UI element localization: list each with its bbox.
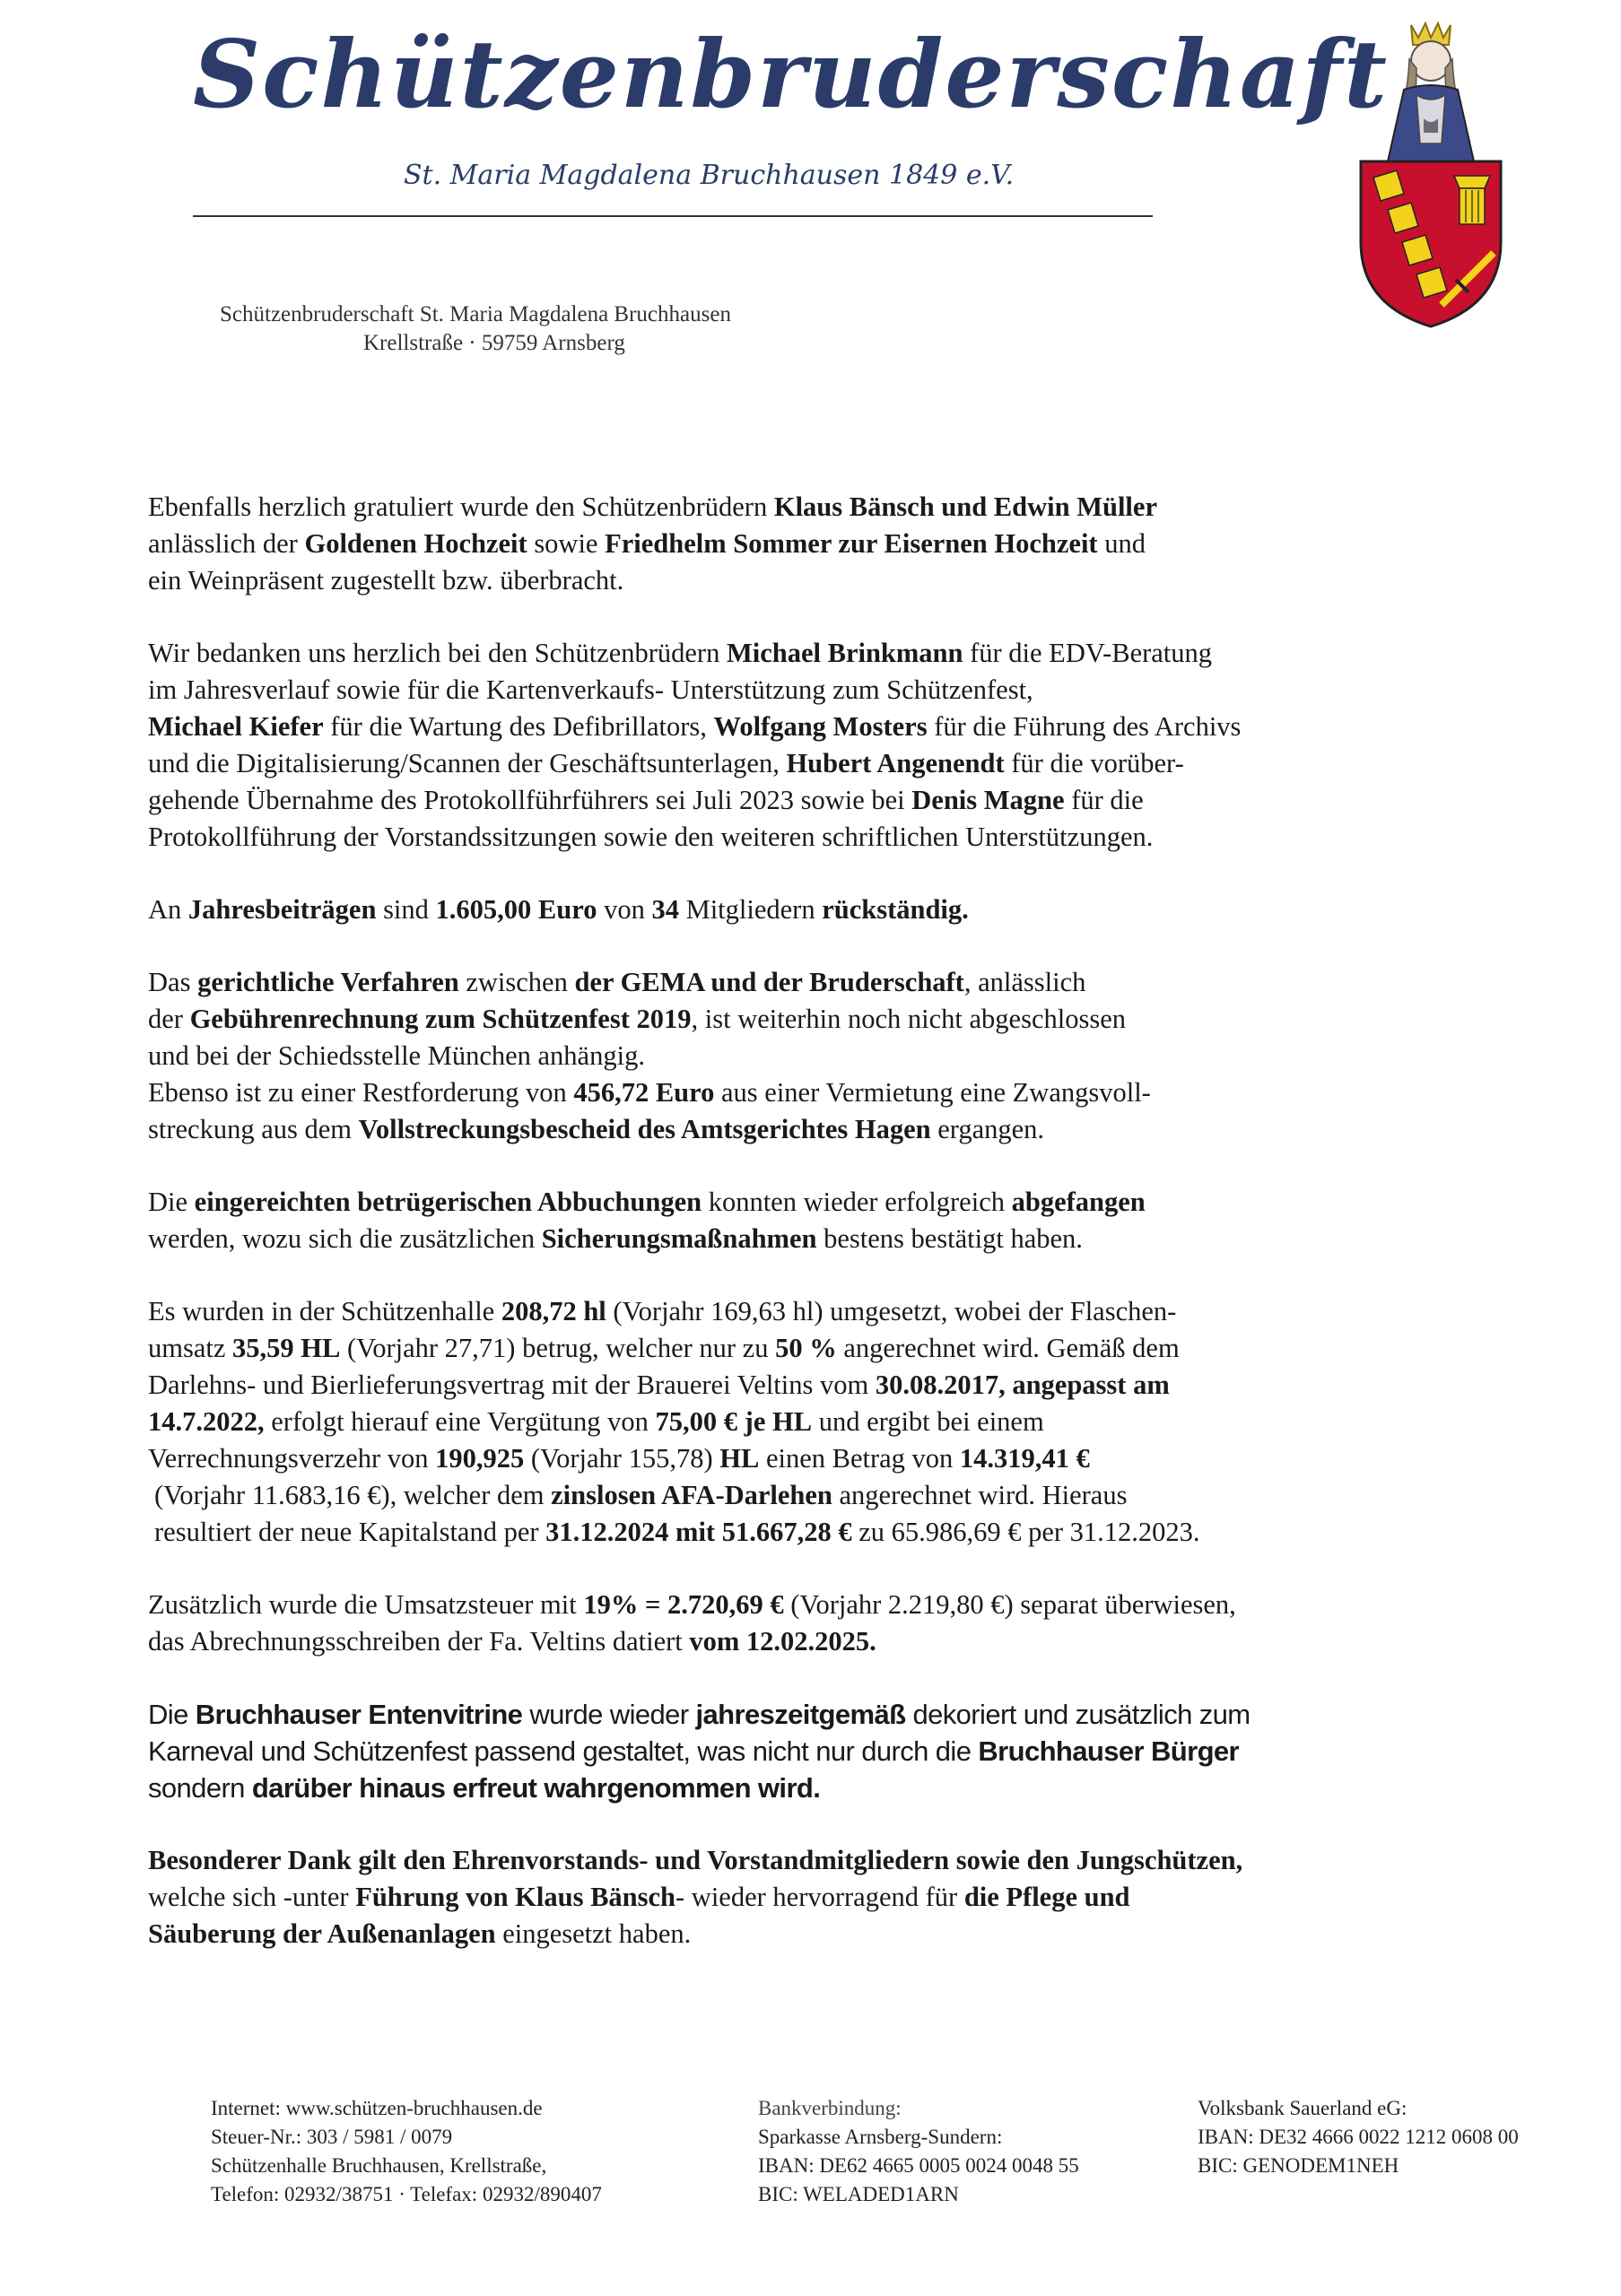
text-line xyxy=(148,1367,1431,1404)
footer-bank-volksbank xyxy=(1198,2094,1519,2180)
text: ergangen. xyxy=(930,1114,1045,1144)
text: für die vorüber- xyxy=(1004,748,1184,778)
bold-text: Gebührenrechnung zum Schützenfest 2019 xyxy=(189,1004,692,1034)
text: von xyxy=(597,894,652,925)
bold-text: 14.319,41 € xyxy=(959,1443,1090,1474)
bold-text: abgefangen xyxy=(1011,1187,1146,1217)
bold-text: HL xyxy=(719,1443,760,1474)
text-line xyxy=(148,1477,1431,1514)
bold-text: 19% = 2.720,69 € xyxy=(583,1589,784,1620)
bold-text: Vollstreckungsbescheid des Amtsgerichtes Hagen xyxy=(358,1114,931,1144)
text-line xyxy=(148,819,1431,856)
text: An xyxy=(148,894,188,925)
bold-text: gerichtliche Verfahren xyxy=(197,967,459,997)
text-line xyxy=(148,1293,1431,1330)
text-line xyxy=(148,1440,1431,1477)
bold-text: Säuberung der Außenanlagen xyxy=(148,1918,496,1949)
footer-bank2-bic: BIC: GENODEM1NEH xyxy=(1198,2154,1399,2177)
text-line xyxy=(148,1879,1431,1916)
footer-bank2-name: Volksbank Sauerland eG: xyxy=(1198,2097,1407,2119)
footer-bank-iban: IBAN: DE62 4665 0005 0024 0048 55 xyxy=(758,2154,1079,2177)
text: konnten wieder erfolgreich xyxy=(702,1187,1012,1217)
bold-text: Sicherungsmaßnahmen xyxy=(541,1223,817,1254)
text: umsatz xyxy=(148,1333,233,1363)
text: der xyxy=(148,1004,190,1034)
bold-text: Klaus Bänsch und Edwin Müller xyxy=(773,491,1157,522)
bold-text: 35,59 HL xyxy=(232,1333,341,1363)
paragraph-congratulations xyxy=(148,489,1431,599)
text: Zusätzlich wurde die Umsatzsteuer mit xyxy=(148,1589,584,1620)
text: (Vorjahr 27,71) betrug, welcher nur zu xyxy=(340,1333,776,1363)
text: erfolgt hierauf eine Vergütung von xyxy=(264,1406,656,1437)
text-line xyxy=(148,745,1431,782)
letterhead-subtitle: St. Maria Magdalena Bruchhausen 1849 e.V. xyxy=(404,160,1015,191)
text: Das xyxy=(148,967,198,997)
paragraph-legal-proceedings xyxy=(148,964,1431,1148)
text: angerechnet wird. Gemäß dem xyxy=(836,1333,1180,1363)
sender-address xyxy=(220,300,731,358)
paragraph-membership-fees xyxy=(148,891,1431,928)
text-line xyxy=(148,1696,1431,1733)
text: das Abrechnungsschreiben der Fa. Veltins datiert xyxy=(148,1626,690,1657)
text: und bei der Schiedsstelle München anhängig. xyxy=(148,1040,645,1071)
text: und ergibt bei einem xyxy=(812,1406,1044,1437)
paragraph-vat xyxy=(148,1587,1431,1660)
bold-text: jahreszeitgemäß xyxy=(695,1699,906,1730)
text: (Vorjahr 11.683,16 €), welcher dem xyxy=(154,1480,552,1510)
text-line xyxy=(148,1404,1431,1440)
text: für die Wartung des Defibrillators, xyxy=(323,711,714,742)
text: , anlässlich xyxy=(963,967,1086,997)
text: Protokollführung der Vorstandssitzungen sowie den weiteren schriftlichen Unterstützungen. xyxy=(148,822,1154,852)
text: bestens bestätigt haben. xyxy=(816,1223,1083,1254)
text: (Vorjahr 2.219,80 €) separat überwiesen, xyxy=(783,1589,1236,1620)
bold-text: 31.12.2024 mit 51.667,28 € xyxy=(545,1517,852,1547)
paragraph-thanks xyxy=(148,635,1431,856)
text: (Vorjahr 169,63 hl) umgesetzt, wobei der Flaschen- xyxy=(606,1296,1177,1326)
text-line xyxy=(148,964,1431,1001)
text-line xyxy=(148,1916,1431,1952)
footer-bank2-iban: IBAN: DE32 4666 0022 1212 0608 00 xyxy=(1198,2126,1519,2148)
text-line xyxy=(148,1514,1431,1551)
text-line xyxy=(148,1770,1431,1806)
text: sind xyxy=(376,894,436,925)
text: (Vorjahr 155,78) xyxy=(524,1443,720,1474)
bold-text: vom 12.02.2025. xyxy=(689,1626,876,1657)
bold-text: die Pflege und xyxy=(963,1882,1130,1912)
text-line xyxy=(148,635,1431,672)
text: und die Digitalisierung/Scannen der Geschäftsunterlagen, xyxy=(148,748,787,778)
text: zwischen xyxy=(458,967,575,997)
paragraph-duck-showcase xyxy=(148,1696,1431,1806)
footer-bank-sparkasse xyxy=(758,2094,1079,2209)
text-line xyxy=(148,1111,1431,1148)
text-line xyxy=(148,709,1431,745)
text-line xyxy=(148,1623,1431,1660)
text-line xyxy=(148,1221,1431,1257)
text: anlässlich der xyxy=(148,528,305,559)
footer-bank-bic: BIC: WELADED1ARN xyxy=(758,2183,959,2205)
text: für die xyxy=(1064,785,1144,815)
text: - wieder hervorragend für xyxy=(675,1882,964,1912)
footer-bank-heading: Bankverbindung: xyxy=(758,2097,902,2119)
bold-text: Bruchhauser Bürger xyxy=(978,1735,1240,1767)
footer-hall-address: Schützenhalle Bruchhausen, Krellstraße, xyxy=(211,2154,547,2177)
footer-phone-fax: Telefon: 02932/38751 · Telefax: 02932/890407 xyxy=(211,2183,602,2205)
letterhead-rule xyxy=(193,215,1153,217)
text: zu 65.986,69 € per 31.12.2023. xyxy=(851,1517,1200,1547)
bold-text: Michael Brinkmann xyxy=(726,638,963,668)
footer-tax-number: Steuer-Nr.: 303 / 5981 / 0079 xyxy=(211,2126,453,2148)
bold-text: 75,00 € je HL xyxy=(655,1406,813,1437)
footer-website: Internet: www.schützen-bruchhausen.de xyxy=(211,2097,543,2119)
bold-text: Friedhelm Sommer zur Eisernen Hochzeit xyxy=(605,528,1098,559)
text: aus einer Vermietung eine Zwangsvoll- xyxy=(714,1077,1151,1108)
bold-text: Goldenen Hochzeit xyxy=(304,528,527,559)
text: gehende Übernahme des Protokollführführers sei Juli 2023 sowie bei xyxy=(148,785,912,815)
text: im Jahresverlauf sowie für die Kartenverkaufs- Unterstützung zum Schützenfest, xyxy=(148,674,1033,705)
text-line xyxy=(148,526,1431,562)
bold-text: 208,72 hl xyxy=(501,1296,606,1326)
text: angerechnet wird. Hieraus xyxy=(832,1480,1128,1510)
text: Wir bedanken uns herzlich bei den Schützenbrüdern xyxy=(148,638,727,668)
bold-text: Hubert Angenendt xyxy=(786,748,1005,778)
bold-text: 30.08.2017, angepasst am xyxy=(875,1370,1170,1400)
text: werden, wozu sich die zusätzlichen xyxy=(148,1223,542,1254)
text-line xyxy=(148,1842,1431,1879)
bold-text: Wolfgang Mosters xyxy=(713,711,928,742)
sender-line-1: Schützenbruderschaft St. Maria Magdalena Bruchhausen xyxy=(220,302,731,326)
text: für die EDV-Beratung xyxy=(963,638,1213,668)
bold-text: 34 xyxy=(651,894,679,925)
letter-body xyxy=(148,489,1431,1988)
text-line xyxy=(148,1330,1431,1367)
text-line xyxy=(148,1038,1431,1074)
text: Die xyxy=(148,1187,195,1217)
text: Ebenfalls herzlich gratuliert wurde den Schützenbrüdern xyxy=(148,491,774,522)
coat-of-arms-icon xyxy=(1341,18,1521,332)
text-line xyxy=(148,782,1431,819)
bold-text: Besonderer Dank gilt den Ehrenvorstands- und Vorstandmitgliedern sowie den Jungschützen, xyxy=(148,1845,1243,1875)
text: Es wurden in der Schützenhalle xyxy=(148,1296,501,1326)
bold-text: 1.605,00 Euro xyxy=(435,894,597,925)
text: Darlehns- und Bierlieferungsvertrag mit der Brauerei Veltins vom xyxy=(148,1370,876,1400)
bold-text: darüber hinaus erfreut wahrgenommen wird. xyxy=(251,1772,821,1804)
text: resultiert der neue Kapitalstand per xyxy=(154,1517,546,1547)
text: wurde wieder xyxy=(522,1699,696,1730)
text: Ebenso ist zu einer Restforderung von xyxy=(148,1077,574,1108)
bold-text: 190,925 xyxy=(435,1443,525,1474)
bold-text: Jahresbeiträgen xyxy=(187,894,377,925)
bold-text: rückständig. xyxy=(822,894,969,925)
bold-text: 50 % xyxy=(775,1333,837,1363)
text-line xyxy=(148,672,1431,709)
footer-contact xyxy=(211,2094,602,2209)
text-line xyxy=(148,1733,1431,1770)
bold-text: Bruchhauser Entenvitrine xyxy=(195,1699,523,1730)
bold-text: 456,72 Euro xyxy=(573,1077,715,1108)
text: Mitgliedern xyxy=(678,894,823,925)
bold-text: Michael Kiefer xyxy=(148,711,324,742)
text-line xyxy=(148,891,1431,928)
text-line xyxy=(148,1184,1431,1221)
bold-text: der GEMA und der Bruderschaft xyxy=(574,967,964,997)
text: , ist weiterhin noch nicht abgeschlossen xyxy=(691,1004,1127,1034)
footer-bank-name: Sparkasse Arnsberg-Sundern: xyxy=(758,2126,1003,2148)
text: welche sich -unter xyxy=(148,1882,356,1912)
paragraph-beer-sales xyxy=(148,1293,1431,1551)
bold-text: zinslosen AFA-Darlehen xyxy=(551,1480,832,1510)
text-line xyxy=(148,1587,1431,1623)
text: Karneval und Schützenfest passend gestaltet, was nicht nur durch die xyxy=(148,1735,979,1767)
bold-text: Führung von Klaus Bänsch xyxy=(355,1882,676,1912)
text-line xyxy=(148,1001,1431,1038)
text: und xyxy=(1097,528,1146,559)
paragraph-fraudulent-debits xyxy=(148,1184,1431,1257)
sender-line-2: Krellstraße · 59759 Arnsberg xyxy=(363,331,625,355)
text: für die Führung des Archivs xyxy=(927,711,1242,742)
text-line xyxy=(148,489,1431,526)
text: einen Betrag von xyxy=(759,1443,960,1474)
bold-text: 14.7.2022, xyxy=(148,1406,265,1437)
letterhead-title: Schützenbruderschaft xyxy=(193,19,1389,129)
text: ein Weinpräsent zugestellt bzw. überbracht. xyxy=(148,565,624,596)
text: sowie xyxy=(527,528,606,559)
text: eingesetzt haben. xyxy=(495,1918,692,1949)
text: dekoriert und zusätzlich zum xyxy=(905,1699,1251,1730)
text-line xyxy=(148,562,1431,599)
paragraph-special-thanks xyxy=(148,1842,1431,1952)
text: Verrechnungsverzehr von xyxy=(148,1443,436,1474)
text: sondern xyxy=(148,1772,252,1804)
bold-text: eingereichten betrügerischen Abbuchungen xyxy=(194,1187,702,1217)
text: streckung aus dem xyxy=(148,1114,359,1144)
bold-text: Denis Magne xyxy=(911,785,1065,815)
text: Die xyxy=(148,1699,196,1730)
text-line xyxy=(148,1074,1431,1111)
